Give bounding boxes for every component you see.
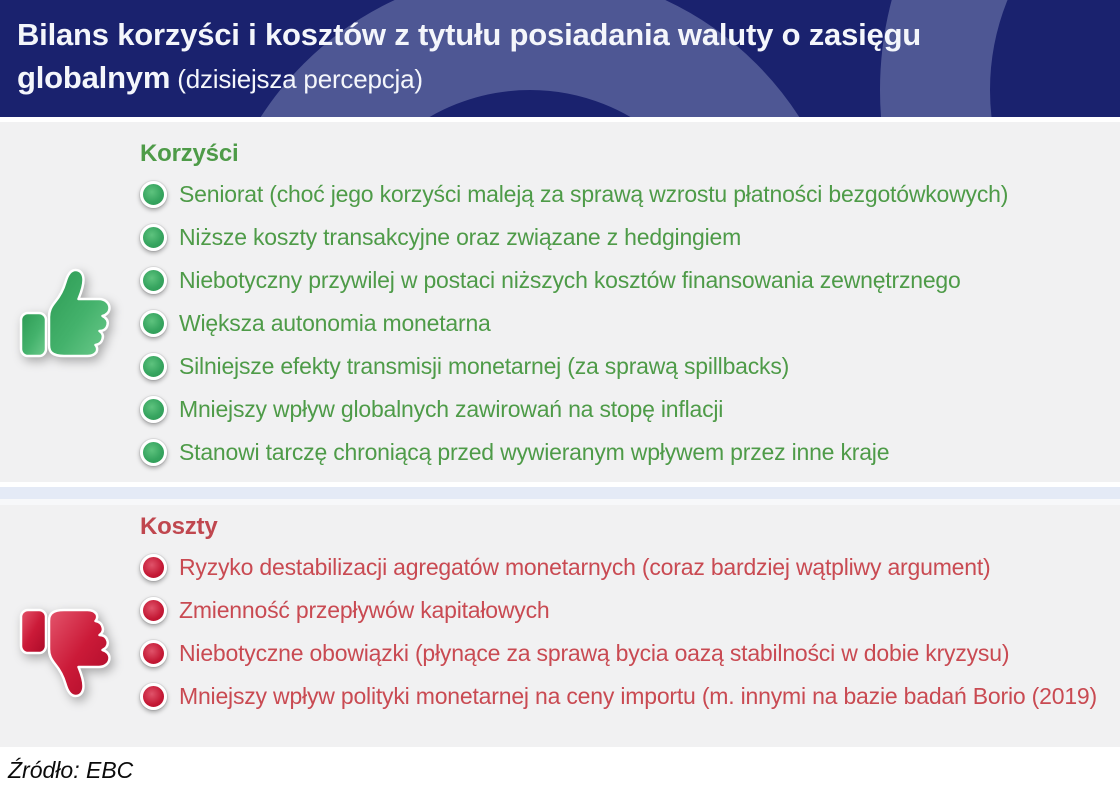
page-title [0, 0, 1120, 101]
page-title-subtitle: (dzisiejsza percepcja) [170, 64, 423, 94]
green-bullet-icon [140, 181, 167, 208]
benefits-section [0, 122, 1120, 482]
thumbs-down-icon [16, 600, 116, 712]
costs-section [0, 505, 1120, 747]
benefit-item-text: Mniejszy wpływ globalnych zawirowań na stopę inflacji [179, 395, 724, 422]
benefit-item [140, 395, 1100, 424]
header [0, 0, 1120, 117]
green-bullet-icon [140, 310, 167, 337]
footer [0, 747, 1120, 793]
benefits-heading: Korzyści [140, 139, 239, 167]
red-bullet-icon [140, 597, 167, 624]
cost-item [140, 553, 1100, 582]
benefit-item-text: Niebotyczny przywilej w postaci niższych kosztów finansowania zewnętrznego [179, 266, 961, 293]
cost-item-text: Zmienność przepływów kapitałowych [179, 596, 550, 623]
green-bullet-icon [140, 396, 167, 423]
cost-item [140, 639, 1100, 668]
cost-item-text: Ryzyko destabilizacji agregatów monetarnych (coraz bardziej wątpliwy argument) [179, 553, 991, 580]
cost-item-text: Niebotyczne obowiązki (płynące za sprawą bycia oazą stabilności w dobie kryzysu) [179, 639, 1010, 666]
benefit-item [140, 266, 1100, 295]
green-bullet-icon [140, 224, 167, 251]
section-divider-stripe [0, 487, 1120, 499]
benefit-item-text: Stanowi tarczę chroniącą przed wywieranym wpływem przez inne kraje [179, 438, 890, 465]
content [0, 122, 1120, 747]
cost-item-text: Mniejszy wpływ polityki monetarnej na ceny importu (m. innymi na bazie badań Borio (2019) [179, 682, 1097, 709]
benefit-item [140, 438, 1100, 467]
benefits-list [140, 180, 1100, 467]
green-bullet-icon [140, 267, 167, 294]
costs-list [140, 553, 1100, 711]
source-note: Źródło: EBC [8, 756, 134, 783]
green-bullet-icon [140, 353, 167, 380]
page-title-main: Bilans korzyści i kosztów z tytułu posiadania waluty o zasięgu globalnym [17, 17, 922, 95]
benefit-item-text: Większa autonomia monetarna [179, 309, 491, 336]
benefit-item [140, 309, 1100, 338]
thumbs-up-icon [16, 254, 116, 366]
cost-item [140, 596, 1100, 625]
red-bullet-icon [140, 554, 167, 581]
costs-heading: Koszty [140, 512, 218, 540]
benefit-item-text: Silniejsze efekty transmisji monetarnej (za sprawą spillbacks) [179, 352, 790, 379]
benefit-item-text: Seniorat (choć jego korzyści maleją za sprawą wzrostu płatności bezgotówkowych) [179, 180, 1009, 207]
benefit-item [140, 352, 1100, 381]
benefit-item [140, 180, 1100, 209]
cost-item [140, 682, 1100, 711]
benefit-item [140, 223, 1100, 252]
green-bullet-icon [140, 439, 167, 466]
red-bullet-icon [140, 683, 167, 710]
benefit-item-text: Niższe koszty transakcyjne oraz związane z hedgingiem [179, 223, 742, 250]
red-bullet-icon [140, 640, 167, 667]
